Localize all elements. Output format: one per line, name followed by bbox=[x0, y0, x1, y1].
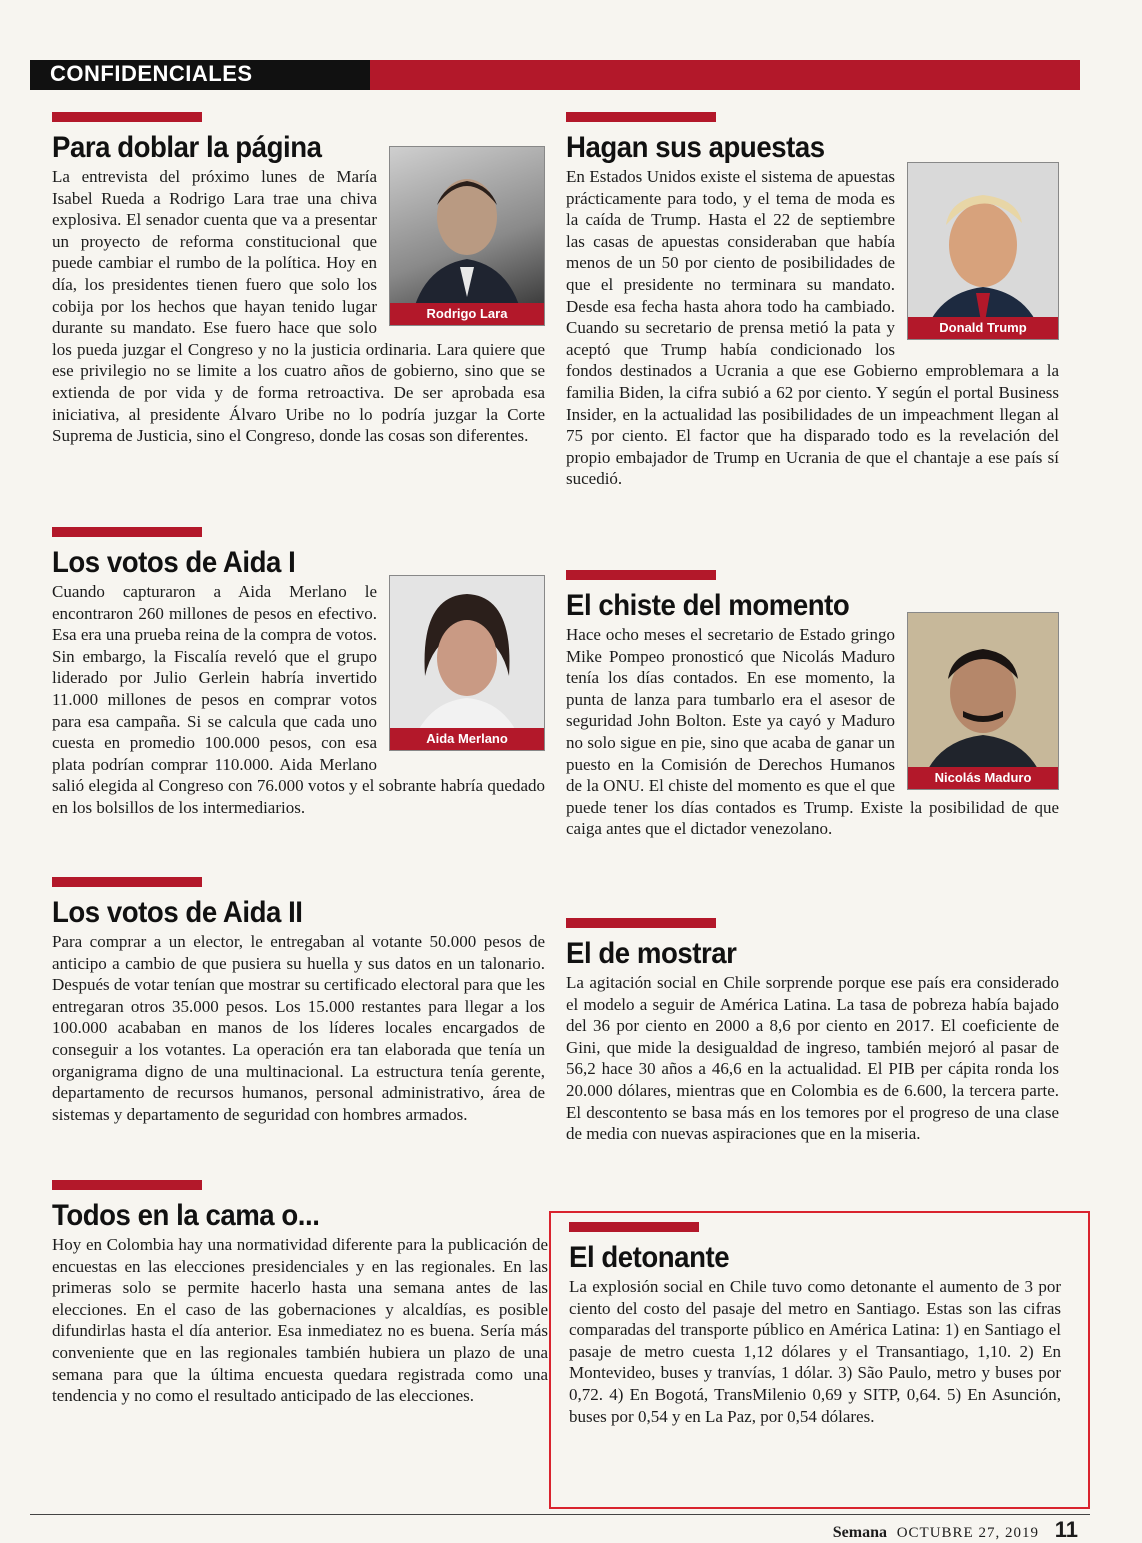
article-red-bar bbox=[566, 112, 716, 122]
photo-donald-trump bbox=[907, 162, 1059, 340]
article-red-bar bbox=[569, 1222, 699, 1232]
article-body: En Estados Unidos existe el sistema de apuestas prácticamente para todo, y el tema de moda es la caída de Trump. Hasta el 22 de septiembre las casas de apuestas consideraban que había menos de un 50 por ciento de posibilidades de que el presidente no terminara su mandato. Desde esa fecha hasta ahora todo ha cambiado. Cuando su secretario de prensa metió la pata y aceptó que Trump había condicionado los fondos destinados a Ucrania a que ese Gobierno emproblemara a la familia Biden, la cifra subió a 62 por ciento. Y según el portal Business Insider, en la actualidad las posibilidades de un impeachment llegan al 75 por ciento. El factor que ha disparado todo es la revelación del propio embajador de Trump en Ucrania de que el chantaje a ese país sí sucedió. bbox=[566, 167, 1059, 489]
article-red-bar bbox=[52, 527, 202, 537]
article-red-bar bbox=[52, 877, 202, 887]
photo-nicolas-maduro bbox=[907, 612, 1059, 790]
article-para-doblar-la-pagina bbox=[52, 112, 545, 447]
article-red-bar bbox=[566, 918, 716, 928]
article-el-de-mostrar bbox=[566, 918, 1059, 1145]
portrait-image bbox=[390, 576, 544, 750]
article-title: Los votos de Aida I bbox=[52, 546, 296, 579]
article-body: La explosión social en Chile tuvo como detonante el aumento de 3 por ciento del costo del pasaje del metro en Santiago. Estas son las cifras comparadas del transporte público en América Latina: 1) en Santiago el pasaje de metro cuesta 1,12 dólares y el Transantiago, 1,10. 2) En Montevideo, buses y tranvías, 1 dólar. 3) São Paulo, metro y buses por 0,72. 4) En Bogotá, TransMilenio 0,69 y SITP, 0,64. 5) En Asunción, buses por 0,54 y en La Paz, por 0,54 dólares. bbox=[569, 1277, 1061, 1426]
footer-date: OCTUBRE 27, 2019 bbox=[896, 1525, 1039, 1541]
photo-caption: Rodrigo Lara bbox=[390, 303, 544, 325]
article-title: Los votos de Aida II bbox=[52, 896, 303, 929]
article-body: Cuando capturaron a Aida Merlano le encontraron 260 millones de pesos en efectivo. Esa era una prueba reina de la compra de votos. Sin embargo, la Fiscalía reveló que el grupo liderado por Julio Gerlein habría invertido 11.000 millones de pesos en comprar votos para esa campaña. Si se calcula que cada uno cuesta en promedio 100.000 pesos, con esa plata podrían comprar 110.000. Aida Merlano salió elegida al Congreso con 76.000 votos y el sobrante habría quedado en los bolsillos de los intermediarios. bbox=[52, 582, 545, 817]
photo-rodrigo-lara bbox=[389, 146, 545, 326]
portrait-image bbox=[908, 163, 1058, 339]
article-red-bar bbox=[566, 570, 716, 580]
portrait-image bbox=[390, 147, 544, 325]
footer-rule bbox=[30, 1514, 1090, 1515]
article-body: Hace ocho meses el secretario de Estado gringo Mike Pompeo pronosticó que Nicolás Maduro tenía los días contados. En ese momento, la punta de lanza para tumbarlo era el asesor de seguridad John Bolton. Este ya cayó y Maduro no solo sigue en pie, sino que acaba de ganar un puesto en la Comisión de Derechos Humanos de la ONU. El chiste del momento es que el que puede tener los días contados es Trump. Existe la posibilidad de que caiga antes que el dictador venezolano. bbox=[566, 625, 1059, 839]
article-hagan-sus-apuestas bbox=[566, 112, 1059, 490]
article-title: El detonante bbox=[569, 1241, 730, 1274]
article-title: El chiste del momento bbox=[566, 589, 850, 622]
article-title: El de mostrar bbox=[566, 937, 737, 970]
page-number: 11 bbox=[1054, 1517, 1078, 1542]
photo-caption: Donald Trump bbox=[908, 317, 1058, 339]
section-title: CONFIDENCIALES bbox=[50, 61, 253, 86]
article-body: La entrevista del próximo lunes de María Isabel Rueda a Rodrigo Lara trae una chiva explosiva. El senador cuenta que va a presentar un proyecto de reforma constitucional que puede cambiar el rumbo de la política. Hoy en día, los presidentes tienen fuero que solo los cobija por los hechos que hayan tenido lugar durante su mandato. Ese fuero hace que solo los pueda juzgar el Congreso y no la justicia ordinaria. Lara quiere que ese privilegio no se limite a los cuatro años de gobierno, sino que se extienda de por vida y de forma retroactiva. De ser aprobada esa iniciativa, al presidente Álvaro Uribe no lo podría juzgar la Corte Suprema de Justicia, sino el Congreso, donde las cosas son diferentes. bbox=[52, 167, 545, 446]
article-title: Hagan sus apuestas bbox=[566, 131, 825, 164]
article-body: La agitación social en Chile sorprende porque ese país era considerado el modelo a seguir de América Latina. La tasa de pobreza había bajado del 36 por ciento en 2000 a 8,6 por ciento en 2017. El coeficiente de Gini, que mide la desigualdad de ingreso, también mejoró al pasar de 56,2 hace 30 años a 46,6 en la actualidad. El PIB per cápita ronda los 20.000 dólares, mientras que en Colombia es de 6.600, la tercera parte. El descontento se basa más en los temores por el progreso de una clase de media con nuevas aspiraciones que en la miseria. bbox=[566, 973, 1059, 1144]
article-red-bar bbox=[52, 112, 202, 122]
photo-caption: Nicolás Maduro bbox=[908, 767, 1058, 789]
article-body: Hoy en Colombia hay una normatividad diferente para la publicación de encuestas en las elecciones presidenciales y en las regionales. En las primeras solo se permite hacerlo hasta una semana antes de las elecciones. En el caso de las gobernaciones y alcaldías, es posible difundirlas hasta el día anterior. Esa inmediatez no es buena. Sería más conveniente que en las regionales también hubiera un plazo de una semana para que la última encuesta quedara registrada como una tendencia y no como el resultado anticipado de las elecciones. bbox=[52, 1235, 548, 1406]
article-red-bar bbox=[52, 1180, 202, 1190]
article-title: Todos en la cama o... bbox=[52, 1199, 320, 1232]
photo-aida-merlano bbox=[389, 575, 545, 751]
article-title: Para doblar la página bbox=[52, 131, 322, 164]
portrait-image bbox=[908, 613, 1058, 789]
article-todos-en-la-cama bbox=[52, 1180, 548, 1407]
page-footer bbox=[833, 1517, 1078, 1543]
article-los-votos-de-aida-ii bbox=[52, 877, 545, 1125]
footer-brand: Semana bbox=[832, 1524, 887, 1541]
article-body: Para comprar a un elector, le entregaban al votante 50.000 pesos de anticipo a cambio de que pusiera su huella y sus datos en un talonario. Después de votar tenían que mostrar su certificado electoral para que les entregaran otros 35.000 pesos. Los 15.000 restantes para llegar a los 100.000 acababan en manos de los líderes locales encargados de conseguir a los votantes. La operación era tan elaborada que tenía un organigrama digno de una multinacional. La estructura tenía gerente, departamento de recursos humanos, personal administrativo, área de sistemas y departamento de seguridad con hombres armados. bbox=[52, 932, 545, 1124]
article-el-detonante bbox=[569, 1222, 1061, 1427]
article-los-votos-de-aida-i bbox=[52, 527, 545, 819]
article-el-chiste-del-momento bbox=[566, 570, 1059, 840]
photo-caption: Aida Merlano bbox=[390, 728, 544, 750]
